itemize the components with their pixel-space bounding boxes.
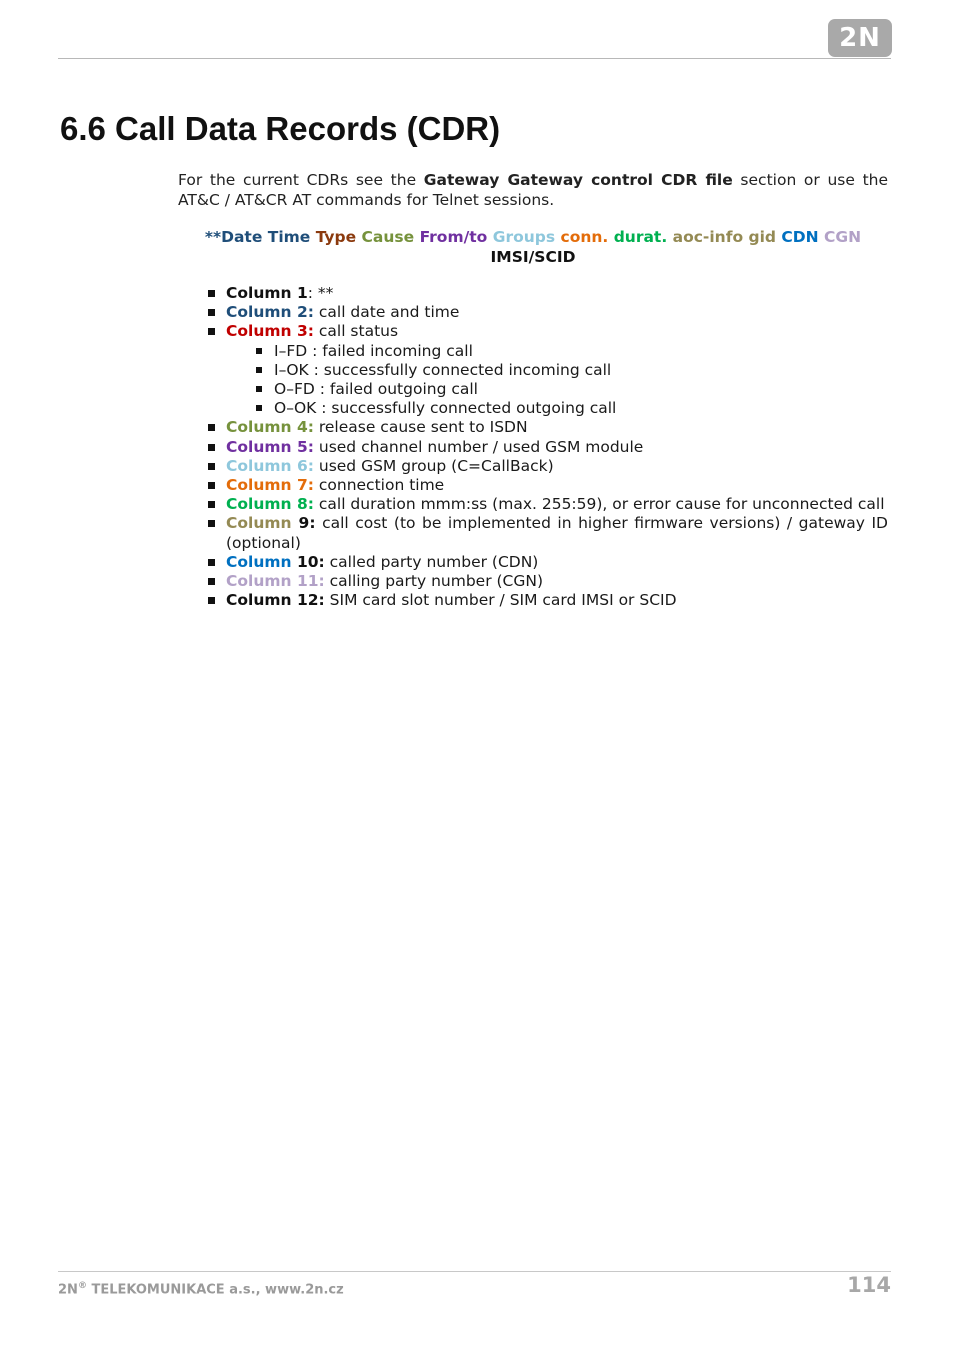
- column-label: Column 7:: [226, 476, 314, 495]
- bullet-icon: [256, 405, 262, 411]
- column-number: 9:: [291, 514, 316, 533]
- column-desc: **: [317, 284, 334, 302]
- intro-text-1: For the current CDRs see the: [178, 171, 424, 189]
- list-item: [204, 284, 888, 303]
- bullet-icon: [256, 367, 262, 373]
- column-label: Column 6:: [226, 456, 314, 475]
- footer-company: [58, 1281, 344, 1297]
- list-item: [204, 476, 888, 495]
- bullet-icon: [208, 309, 215, 316]
- column-desc: call status: [313, 322, 399, 341]
- bullet-icon: [208, 424, 215, 431]
- column-label: Column 12:: [226, 591, 325, 610]
- footer-brand: 2N: [58, 1282, 78, 1298]
- list-item: [204, 322, 888, 418]
- legend-cause: Cause: [361, 228, 420, 246]
- list-item: [252, 361, 888, 380]
- column-desc: SIM card slot number / SIM card IMSI or SCID: [324, 591, 677, 610]
- legend-stars: **: [204, 228, 222, 246]
- bullet-icon: [256, 348, 262, 354]
- list-item: [204, 303, 888, 322]
- column-desc: calling party number (CGN): [324, 572, 544, 591]
- column-label: Column 4:: [226, 418, 314, 437]
- bullet-icon: [208, 578, 215, 585]
- legend-aoc: aoc-info gid: [672, 228, 782, 246]
- column-desc: connection time: [313, 476, 445, 495]
- column-label: Column 5:: [226, 437, 314, 456]
- column-desc: used GSM group (C=CallBack): [313, 456, 554, 475]
- bullet-icon: [208, 559, 215, 566]
- footer-reg-mark: ®: [77, 1281, 87, 1291]
- column-desc: used channel number / used GSM module: [313, 437, 644, 456]
- page-title: 6.6 Call Data Records (CDR): [60, 110, 501, 147]
- bullet-icon: [208, 597, 215, 604]
- column-desc: release cause sent to ISDN: [313, 418, 528, 437]
- column-label: Column: [226, 514, 292, 533]
- column-label: Column: [226, 552, 292, 571]
- page-number: 114: [847, 1273, 891, 1297]
- legend-conn: conn.: [560, 228, 614, 246]
- column-desc: call cost (to be implemented in higher firmware versions) / gateway ID (optional): [226, 514, 888, 552]
- intro-text-2: section or use the AT&C / AT&CR AT commands for Telnet sessions.: [178, 171, 889, 209]
- legend-datetime: Date Time: [221, 228, 316, 246]
- column-label: Column 1: [226, 284, 308, 302]
- list-item: [252, 380, 888, 399]
- intro-paragraph: [178, 171, 888, 210]
- list-item: [204, 591, 888, 610]
- footer-company-text: TELEKOMUNIKACE a.s., www.2n.cz: [86, 1282, 344, 1298]
- bullet-icon: [208, 482, 215, 489]
- intro-menu-path: Gateway Gateway control CDR file: [423, 171, 733, 189]
- legend-fromto: From/to: [419, 228, 493, 246]
- list-item: [252, 342, 888, 361]
- column-label: Column 3:: [226, 322, 314, 341]
- column-label: Column 2:: [226, 303, 314, 322]
- status-desc: I–FD : failed incoming call: [274, 341, 473, 360]
- column-list: [204, 284, 888, 610]
- bullet-icon: [208, 290, 215, 297]
- column-desc: call duration mmm:ss (max. 255:59), or error cause for unconnected call: [313, 495, 885, 514]
- column-desc: called party number (CDN): [324, 552, 539, 571]
- legend-cdn: CDN: [781, 228, 825, 246]
- bullet-icon: [256, 386, 262, 392]
- legend-durat: durat.: [613, 228, 673, 246]
- footer-rule: [58, 1271, 891, 1272]
- status-desc: I–OK : successfully connected incoming call: [274, 360, 612, 379]
- column-desc: call date and time: [313, 303, 460, 322]
- list-item: [252, 399, 888, 418]
- header-rule: [58, 58, 891, 59]
- legend-imsi: IMSI/SCID: [490, 248, 576, 266]
- column-number: 10:: [291, 552, 325, 571]
- status-desc: O–FD : failed outgoing call: [274, 380, 478, 399]
- legend-groups: Groups: [492, 228, 561, 246]
- list-item: [204, 514, 888, 552]
- list-item: [204, 457, 888, 476]
- legend-type: Type: [315, 228, 362, 246]
- list-item: [204, 572, 888, 591]
- bullet-icon: [208, 463, 215, 470]
- cdr-format-legend: [178, 227, 888, 267]
- list-item: [204, 438, 888, 457]
- status-desc: O–OK : successfully connected outgoing call: [274, 399, 617, 418]
- status-sublist: [226, 342, 888, 419]
- column-label: Column 8:: [226, 495, 314, 514]
- column-sep: :: [307, 284, 318, 302]
- bullet-icon: [208, 328, 215, 335]
- bullet-icon: [208, 501, 215, 508]
- legend-cgn: CGN: [824, 228, 862, 246]
- 2n-logo: 2N: [828, 19, 892, 57]
- bullet-icon: [208, 444, 215, 451]
- list-item: [204, 418, 888, 437]
- list-item: [204, 553, 888, 572]
- list-item: [204, 495, 888, 514]
- bullet-icon: [208, 520, 215, 527]
- column-label: Column 11:: [226, 572, 325, 591]
